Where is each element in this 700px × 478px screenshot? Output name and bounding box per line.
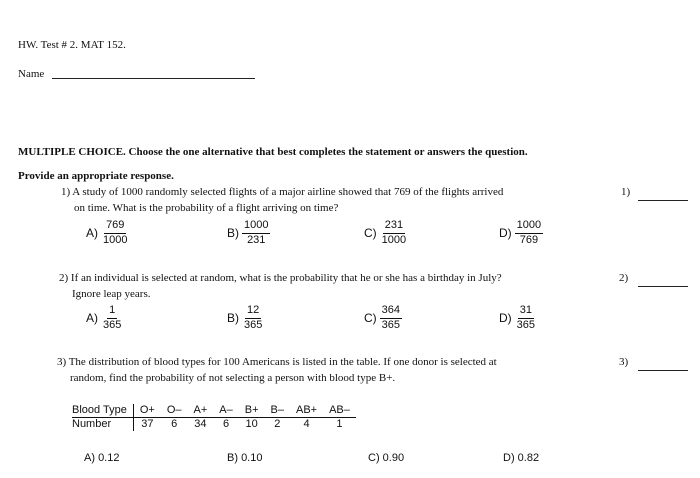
blood-type-cell: O–: [161, 404, 188, 418]
q1-choice-d: D) $\frac{1000}{769}$: [499, 219, 542, 246]
q3-choice-b: B) 0.10: [227, 452, 263, 464]
blood-count-cell: 34: [194, 418, 207, 430]
blood-count-cell: 1: [336, 418, 343, 430]
q3-choice-d: D) 0.82: [503, 452, 540, 464]
name-blank-line: [52, 78, 255, 79]
question-1-line-1: 1) A study of 1000 randomly selected flights of a major airline showed that 769 of the flights arrived: [61, 186, 504, 198]
answer-2-label: 2): [619, 272, 629, 284]
instructions-subheading: Provide an appropriate response.: [18, 170, 174, 182]
blood-type-cell: B–: [265, 404, 290, 418]
q3-choice-a: A) 0.12: [84, 452, 120, 464]
q2-choice-d: D) $\frac{31}{365}$: [499, 304, 536, 331]
blood-count-cell: 10: [245, 418, 258, 430]
q1-choice-c: C) $\frac{231}{1000}$: [364, 219, 407, 246]
question-1-line-2: on time. What is the probability of a flight arriving on time?: [74, 202, 339, 214]
blood-count-cell: 6: [171, 418, 178, 430]
q1-choice-b-fraction: $\frac{1000}{231}$: [244, 219, 269, 246]
blood-type-cell: A+: [188, 404, 214, 418]
q1-choice-c-fraction: $\frac{231}{1000}$: [381, 219, 407, 246]
q2-choice-c: C) $\frac{364}{365}$: [364, 304, 401, 331]
blood-count-cell: 6: [222, 418, 230, 430]
blood-count-cell: 4: [303, 418, 310, 430]
page-title: HW. Test # 2. MAT 152.: [18, 39, 126, 51]
blood-type-table: [72, 404, 356, 431]
blood-type-header-row: [72, 404, 356, 418]
blood-count-cell: 37: [141, 418, 154, 430]
question-3-line-1: 3) The distribution of blood types for 100 Americans is listed in the table. If one donor is selected at: [57, 356, 497, 368]
blood-type-cell: O+: [133, 404, 160, 418]
name-label: Name: [18, 68, 45, 80]
q1-choice-b: B) $\frac{1000}{231}$: [227, 219, 269, 246]
q2-choice-a-fraction: $\frac{1}{365}$: [103, 304, 122, 331]
q1-choice-d-fraction: $\frac{1000}{769}$: [516, 219, 542, 246]
q2-choice-a: A) $\frac{1}{365}$: [86, 304, 122, 331]
instructions-heading: MULTIPLE CHOICE. Choose the one alternative that best completes the statement or answers the question.: [18, 146, 528, 158]
question-3-line-2: random, find the probability of not selecting a person with blood type B+.: [70, 372, 396, 384]
blood-count-row: [72, 418, 356, 432]
blood-type-cell: B+: [239, 404, 265, 418]
answer-1-label: 1): [621, 186, 631, 198]
answer-3-blank-line: [638, 370, 688, 371]
q2-choice-d-fraction: $\frac{31}{365}$: [516, 304, 536, 331]
q2-choice-c-fraction: $\frac{364}{365}$: [381, 304, 401, 331]
blood-type-cell: AB+: [290, 404, 323, 418]
question-2-line-1: 2) If an individual is selected at random, what is the probability that he or she has a birthday in July?: [59, 272, 502, 284]
blood-type-cell: A–: [213, 404, 238, 418]
blood-type-cell: AB–: [323, 404, 356, 418]
blood-count-row-label: Number: [72, 418, 133, 432]
answer-1-blank-line: [638, 200, 688, 201]
q2-choice-b-fraction: $\frac{12}{365}$: [244, 304, 263, 331]
q1-choice-a-fraction: $\frac{769}{1000}$: [103, 219, 128, 246]
question-2-line-2: Ignore leap years.: [72, 288, 151, 300]
q3-choice-c: C) 0.90: [368, 452, 405, 464]
q2-choice-b: B) $\frac{12}{365}$: [227, 304, 263, 331]
blood-type-header-label: Blood Type: [72, 404, 133, 418]
blood-count-cell: 2: [274, 418, 281, 430]
answer-2-blank-line: [638, 286, 688, 287]
answer-3-label: 3): [619, 356, 629, 368]
q1-choice-a: A) $\frac{769}{1000}$: [86, 219, 128, 246]
